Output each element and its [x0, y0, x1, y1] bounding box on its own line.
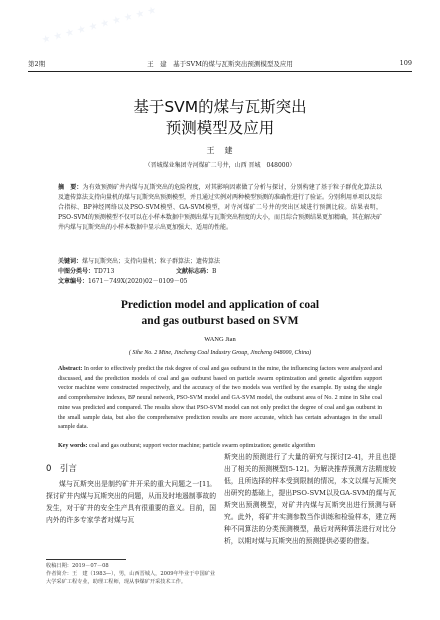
english-keywords-label: Key words: [58, 443, 88, 449]
chinese-keywords-label: 关键词： [58, 258, 83, 265]
running-header [28, 57, 412, 71]
issue-label: 第2期 [28, 60, 46, 68]
watermark: ★ ★ ★ ★ ★ ★ ★ ★ ★ ★ [40, 4, 158, 47]
running-title: 王 建 基于SVM的煤与瓦斯突出预测模型及应用 [147, 60, 293, 68]
chinese-title-line2: 预测模型及应用 [165, 119, 275, 137]
english-affiliation: ( Sihe No. 2 Mine, Jincheng Coal Industry Group, Jincheng 048000, China) [128, 350, 312, 356]
received-label: 收稿日期： [46, 563, 72, 569]
footnote-rule [46, 559, 126, 560]
classification-meta [58, 267, 382, 287]
chinese-abstract-label: 摘 要： [58, 184, 83, 191]
english-title-line2: and gas outburst based on SVM [141, 315, 299, 327]
chinese-abstract-text: 为有效预测矿井内煤与瓦斯突出的危险程度，对其影响因素做了分析与探讨，分别构建了基于粒子群优化算法以及遗传算法支持向量机的煤与瓦斯突出预测模型，并且通过实例对两种模型预测的准确性进行了验证。分别利用单项以及综合指标、BP神经网络以及PSO-SVM模型、GA-SVM模型，对寺河煤矿二号井的突出区域进行预测比较。结果表明，PSO-SVM的预测模型不仅可以在小样本数据中预测出煤与瓦斯突出程度的大小，而且综合预测结果更加精确，其在解决矿井内煤与瓦斯突出的小样本数据中显示出更加强大、适用的性能。 [58, 184, 383, 231]
section-heading [46, 462, 77, 474]
section-title: 引言 [59, 464, 77, 474]
article-no-value: 1671－749X(2020)02－0109－05 [88, 278, 188, 285]
chinese-abstract [58, 183, 382, 233]
chinese-title [0, 97, 440, 139]
chinese-title-line1: 基于SVM的煤与瓦斯突出 [133, 98, 307, 116]
chinese-author: 王 建 [206, 146, 234, 155]
english-abstract-label: Abstract: [58, 366, 83, 372]
english-keywords-text: coal and gas outburst; support vector machine; particle swarm optimization; genetic algorithm [89, 443, 316, 449]
received-value: 2019－07－08 [71, 563, 109, 569]
header-rule [28, 71, 412, 72]
english-abstract [58, 365, 382, 433]
bio-label: 作者简介： [46, 571, 72, 577]
doc-code-value: B [212, 268, 217, 275]
body-right-column: 斯突出的预测进行了大量的研究与探讨[2-4]，并且也提出了相关的预测模型[5-12]。为解决推荐预测方法精度较低，且所选择的样本受到限制的情况，本文以煤与瓦斯突出研究的基础上，提出PSO-SVM以及GA-SVM的煤与瓦斯突出预测模型，对矿井内煤与瓦斯突出进行预测与研究。此外，将矿井实测参数当作训练和检验样本，建立两种不同算法的分类预测模型，最后对两种算法进行对比分析，以期对煤与瓦斯突出的预测提供必要的借鉴。 [224, 453, 396, 545]
article-no-label: 文章编号： [58, 278, 89, 285]
page-number: 109 [399, 59, 412, 67]
chinese-keywords [58, 257, 382, 267]
clc-value: TD713 [94, 268, 115, 275]
chinese-affiliation: （晋城煤业集团寺河煤矿二号井，山西 晋城 048000） [144, 162, 296, 169]
author-bio [46, 570, 218, 586]
english-abstract-text: In order to effectively predict the risk degree of coal and gas outburst in the mine, the influencing factors were analyzed and discussed, and the prediction models of coal and gas outburst based on particle swarm optimization and genetic algorithm support vector machine were constructed respectively, and the accuracy of the two models was verified by the example. By using the single and comprehensive indexes, BP neural network, PSO-SVM model and GA-SVM model, the outburst area of No. 2 mine in Sihe coal mine was predicted and compared. The results show that PSO-SVM model can not only predict the degree of coal and gas outburst in the small sample data, but also the comprehensive prediction results are more accurate, which has certain advantages in the small sample data. [58, 366, 383, 431]
section-number: 0 [46, 464, 52, 474]
footnote [46, 562, 218, 586]
english-title [0, 297, 440, 329]
received-date [46, 562, 218, 570]
chinese-keywords-text: 煤与瓦斯突出；支持向量机；粒子群算法；遗传算法 [82, 258, 221, 265]
english-author: WANG Jian [204, 336, 236, 343]
bio-text: 王 建（1983—），男，山西晋城人，2009年毕业于中国矿业大学采矿工程专业，助理工程师，现从事煤矿开采技术工作。 [46, 571, 216, 585]
english-title-line1: Prediction model and application of coal [120, 299, 320, 311]
body-left-column: 煤与瓦斯突出是制约矿井开采的重大问题之一[1]。探讨矿井内煤与瓦斯突出的问题，从而及时地遏制事故的发生，对于矿井的安全生产具有很重要的意义。目前，国内外的许多专家学者对煤与瓦 [46, 480, 216, 524]
clc-label: 中图分类号： [58, 268, 95, 275]
doc-code-label: 文献标志码： [176, 268, 213, 275]
